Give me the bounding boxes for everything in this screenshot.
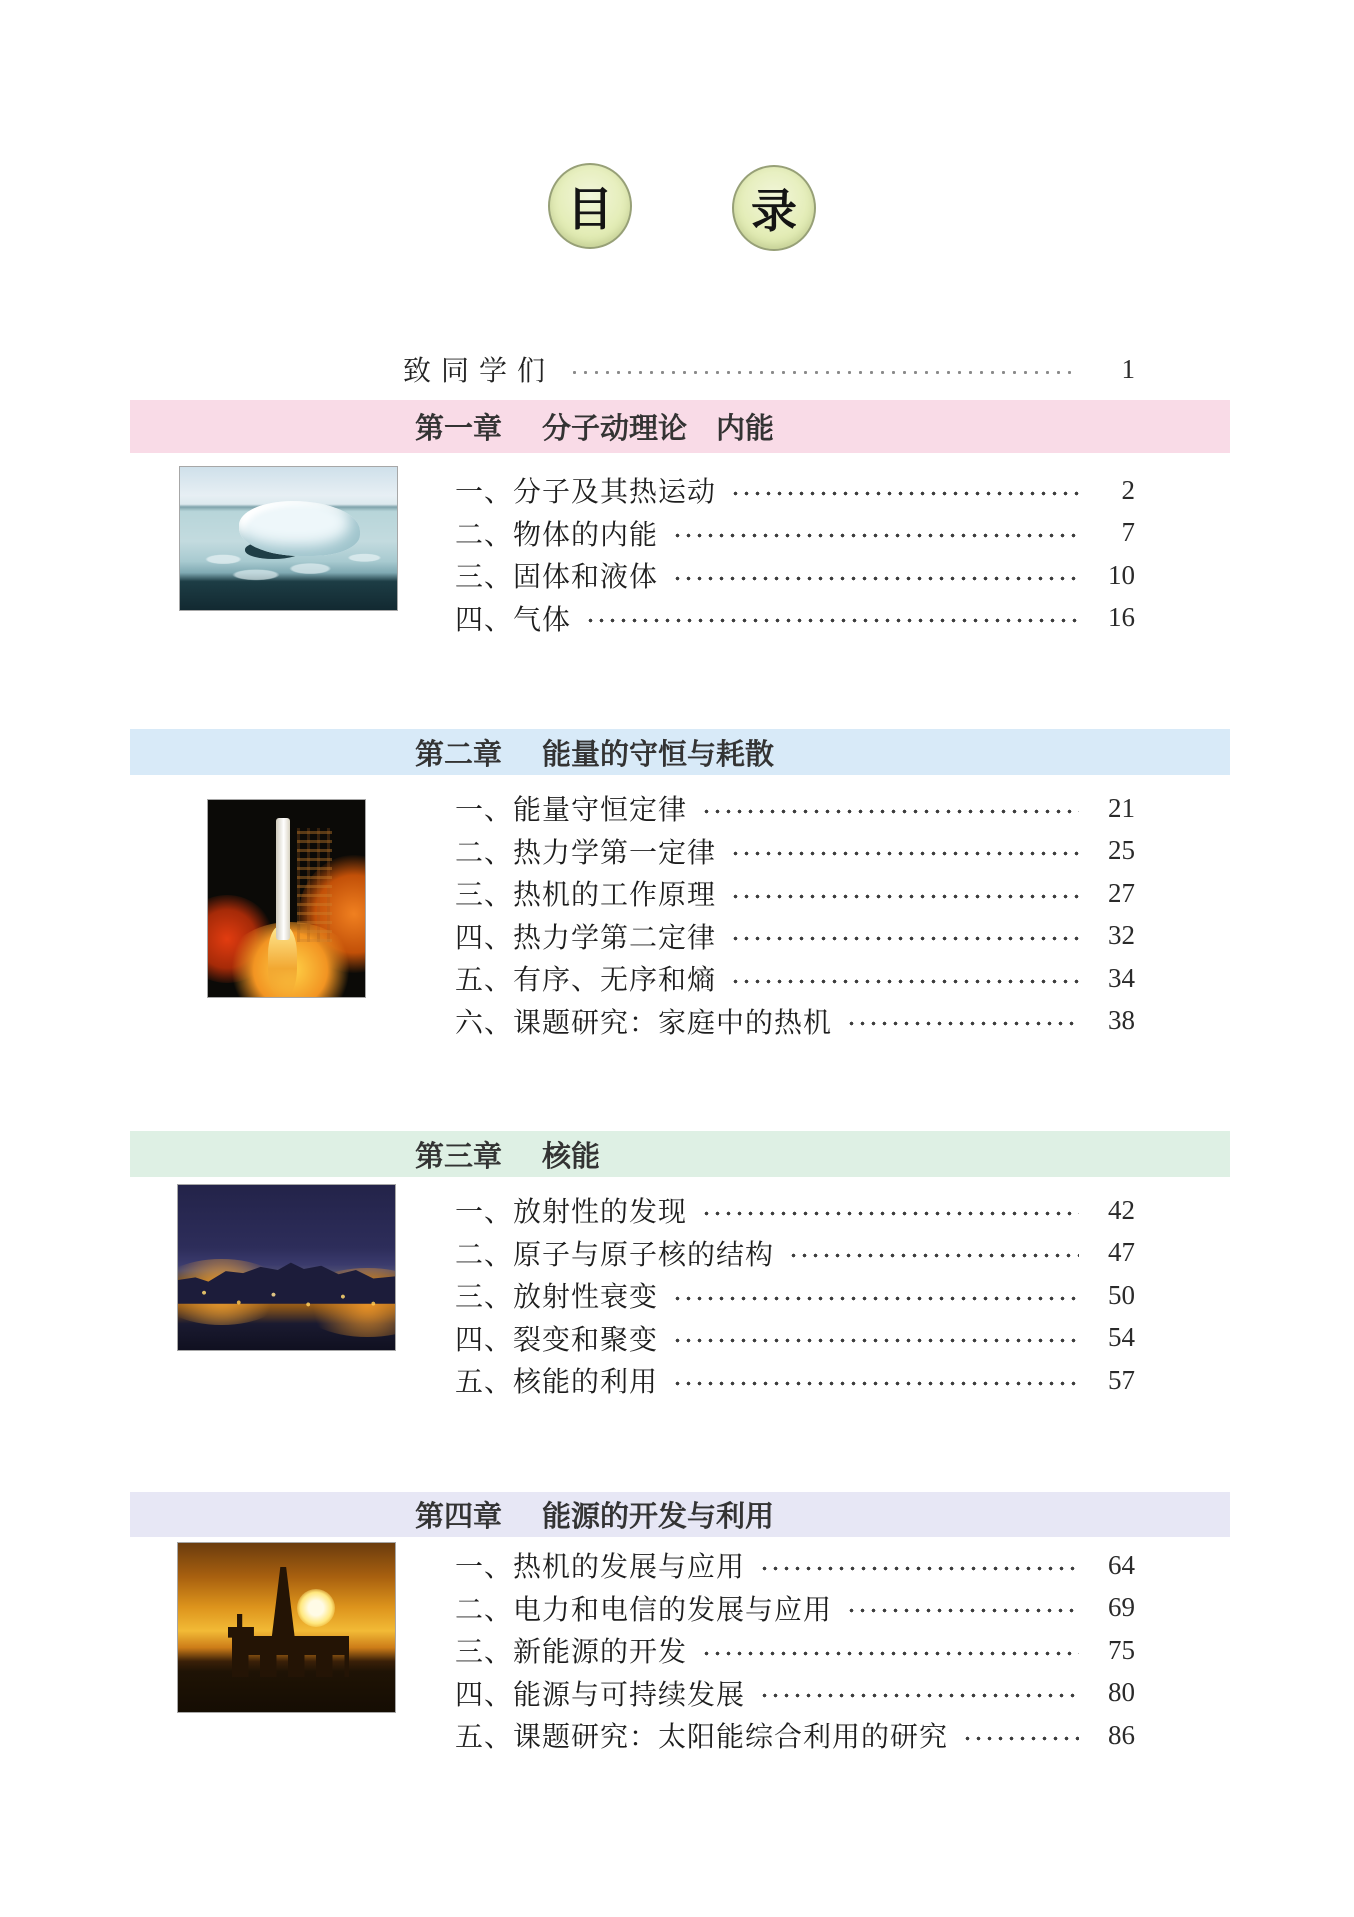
toc-item-label: 三、放射性衰变: [455, 1281, 659, 1313]
toc-item-label: 三、固体和液体: [455, 561, 659, 593]
dot-leader: [730, 979, 1079, 984]
page-number: 1: [1121, 353, 1135, 384]
dot-leader: [788, 1253, 1079, 1258]
chapter-number: 第四章: [415, 1501, 503, 1533]
toc-item: [455, 512, 1135, 555]
chapter-number: 第三章: [415, 1140, 503, 1173]
rig-platform: [232, 1636, 349, 1655]
preface-entry: [403, 350, 1135, 388]
launch-tower: [297, 828, 332, 942]
page-number: 16: [1108, 602, 1135, 633]
toc-title-circle-1: [548, 163, 632, 249]
chapter-1-items: [455, 469, 1135, 639]
rocket-body: [276, 818, 290, 940]
toc-item-label: 四、裂变和聚变: [455, 1323, 659, 1355]
chapter-title: 能源的开发与利用: [542, 1501, 775, 1533]
chapter-3-banner: [130, 1131, 1230, 1177]
toc-item-label: 一、放射性的发现: [455, 1196, 688, 1228]
dot-leader: [759, 1566, 1079, 1571]
dot-leader: [672, 533, 1079, 538]
dot-leader: [701, 1651, 1079, 1656]
toc-item-label: 四、热力学第二定律: [455, 921, 717, 953]
toc-item: [455, 830, 1135, 873]
dot-leader: [701, 1211, 1079, 1216]
page-number: 10: [1108, 559, 1135, 590]
chapter-title: 能量的守恒与耗散: [542, 738, 775, 771]
toc-item: [455, 1587, 1135, 1630]
page-number: 50: [1108, 1279, 1135, 1310]
page-number: 2: [1121, 474, 1135, 505]
toc-item-label: 一、能量守恒定律: [455, 794, 688, 826]
page-number: 32: [1108, 920, 1135, 951]
toc-item: [455, 1714, 1135, 1757]
dot-leader: [846, 1021, 1079, 1026]
page-number: 64: [1108, 1549, 1135, 1580]
page-number: 27: [1108, 877, 1135, 908]
toc-title-char: 录: [751, 185, 797, 237]
plant-lights: [178, 1281, 395, 1321]
toc-item: [455, 1000, 1135, 1043]
dot-leader: [846, 1608, 1079, 1613]
toc-item-label: 五、有序、无序和熵: [455, 964, 717, 996]
toc-item: [455, 469, 1135, 512]
dot-leader: [672, 1381, 1079, 1386]
toc-item-label: 五、课题研究：太阳能综合利用的研究: [455, 1721, 949, 1753]
nuclear-plant-night-photo: [178, 1185, 395, 1350]
toc-item: [455, 915, 1135, 958]
toc-item-label: 四、气体: [455, 603, 572, 635]
toc-item-label: 二、热力学第一定律: [455, 836, 717, 868]
toc-item: [455, 1359, 1135, 1402]
toc-item-label: 一、分子及其热运动: [455, 476, 717, 508]
chapter-4-banner: [130, 1492, 1230, 1537]
page-number: 21: [1108, 792, 1135, 823]
page-number: 42: [1108, 1194, 1135, 1225]
page-number: 75: [1108, 1634, 1135, 1665]
iceberg: [239, 501, 361, 555]
toc-item: [455, 1274, 1135, 1317]
toc-item-label: 六、课题研究：家庭中的热机: [455, 1006, 833, 1038]
page-number: 57: [1108, 1364, 1135, 1395]
dot-leader: [962, 1736, 1079, 1741]
page-number: 25: [1108, 835, 1135, 866]
toc-item: [455, 554, 1135, 597]
derrick-tower: [271, 1567, 295, 1641]
chapter-number: 第二章: [415, 738, 503, 771]
page-number: 69: [1108, 1592, 1135, 1623]
toc-title-circle-2: [732, 165, 816, 251]
toc-item-label: 四、能源与可持续发展: [455, 1678, 746, 1710]
dot-leader: [730, 491, 1079, 496]
preface-label: 致同学们: [403, 355, 556, 386]
page-number: 38: [1108, 1005, 1135, 1036]
toc-item: [455, 1672, 1135, 1715]
dot-leader: [585, 618, 1079, 623]
page-number: 54: [1108, 1322, 1135, 1353]
toc-item-label: 三、热机的工作原理: [455, 879, 717, 911]
toc-item: [455, 787, 1135, 830]
rig-crane: [228, 1614, 254, 1638]
toc-item-label: 五、核能的利用: [455, 1366, 659, 1398]
dot-leader: [701, 809, 1079, 814]
rocket-launch-photo: [208, 800, 365, 997]
toc-item: [455, 1317, 1135, 1360]
toc-item-label: 一、热机的发展与应用: [455, 1551, 746, 1583]
iceberg-photo: [180, 467, 397, 610]
page-number: 80: [1108, 1677, 1135, 1708]
chapter-title: 分子动理论 内能: [542, 413, 775, 445]
dot-leader: [672, 1338, 1079, 1343]
ice-floes: [180, 550, 397, 581]
chapter-number: 第一章: [415, 413, 503, 445]
toc-item: [455, 957, 1135, 1000]
dot-leader: [672, 576, 1079, 581]
dot-leader: [730, 851, 1079, 856]
dot-leader: [759, 1693, 1079, 1698]
chapter-2-items: [455, 787, 1135, 1042]
toc-title-char: 目: [567, 183, 613, 235]
dot-leader: [730, 936, 1079, 941]
toc-item-label: 三、新能源的开发: [455, 1636, 688, 1668]
chapter-4-items: [455, 1544, 1135, 1757]
page-number: 7: [1121, 517, 1135, 548]
toc-item: [455, 1189, 1135, 1232]
oil-rig-sunset-photo: [178, 1543, 395, 1712]
dot-leader: [569, 370, 1079, 375]
rig-legs: [232, 1655, 349, 1677]
page-number: 34: [1108, 962, 1135, 993]
toc-item: [455, 872, 1135, 915]
toc-item: [455, 1629, 1135, 1672]
chapter-3-items: [455, 1189, 1135, 1402]
chapter-1-banner: [130, 400, 1230, 453]
toc-item-label: 二、原子与原子核的结构: [455, 1238, 775, 1270]
page-number: 86: [1108, 1719, 1135, 1750]
toc-item: [455, 1232, 1135, 1275]
dot-leader: [730, 894, 1079, 899]
toc-item-label: 二、电力和电信的发展与应用: [455, 1593, 833, 1625]
toc-item: [455, 1544, 1135, 1587]
toc-item: [455, 597, 1135, 640]
page-number: 47: [1108, 1237, 1135, 1268]
chapter-2-banner: [130, 729, 1230, 775]
chapter-title: 核能: [542, 1140, 601, 1173]
toc-item-label: 二、物体的内能: [455, 518, 659, 550]
sun: [297, 1589, 335, 1627]
dot-leader: [672, 1296, 1079, 1301]
